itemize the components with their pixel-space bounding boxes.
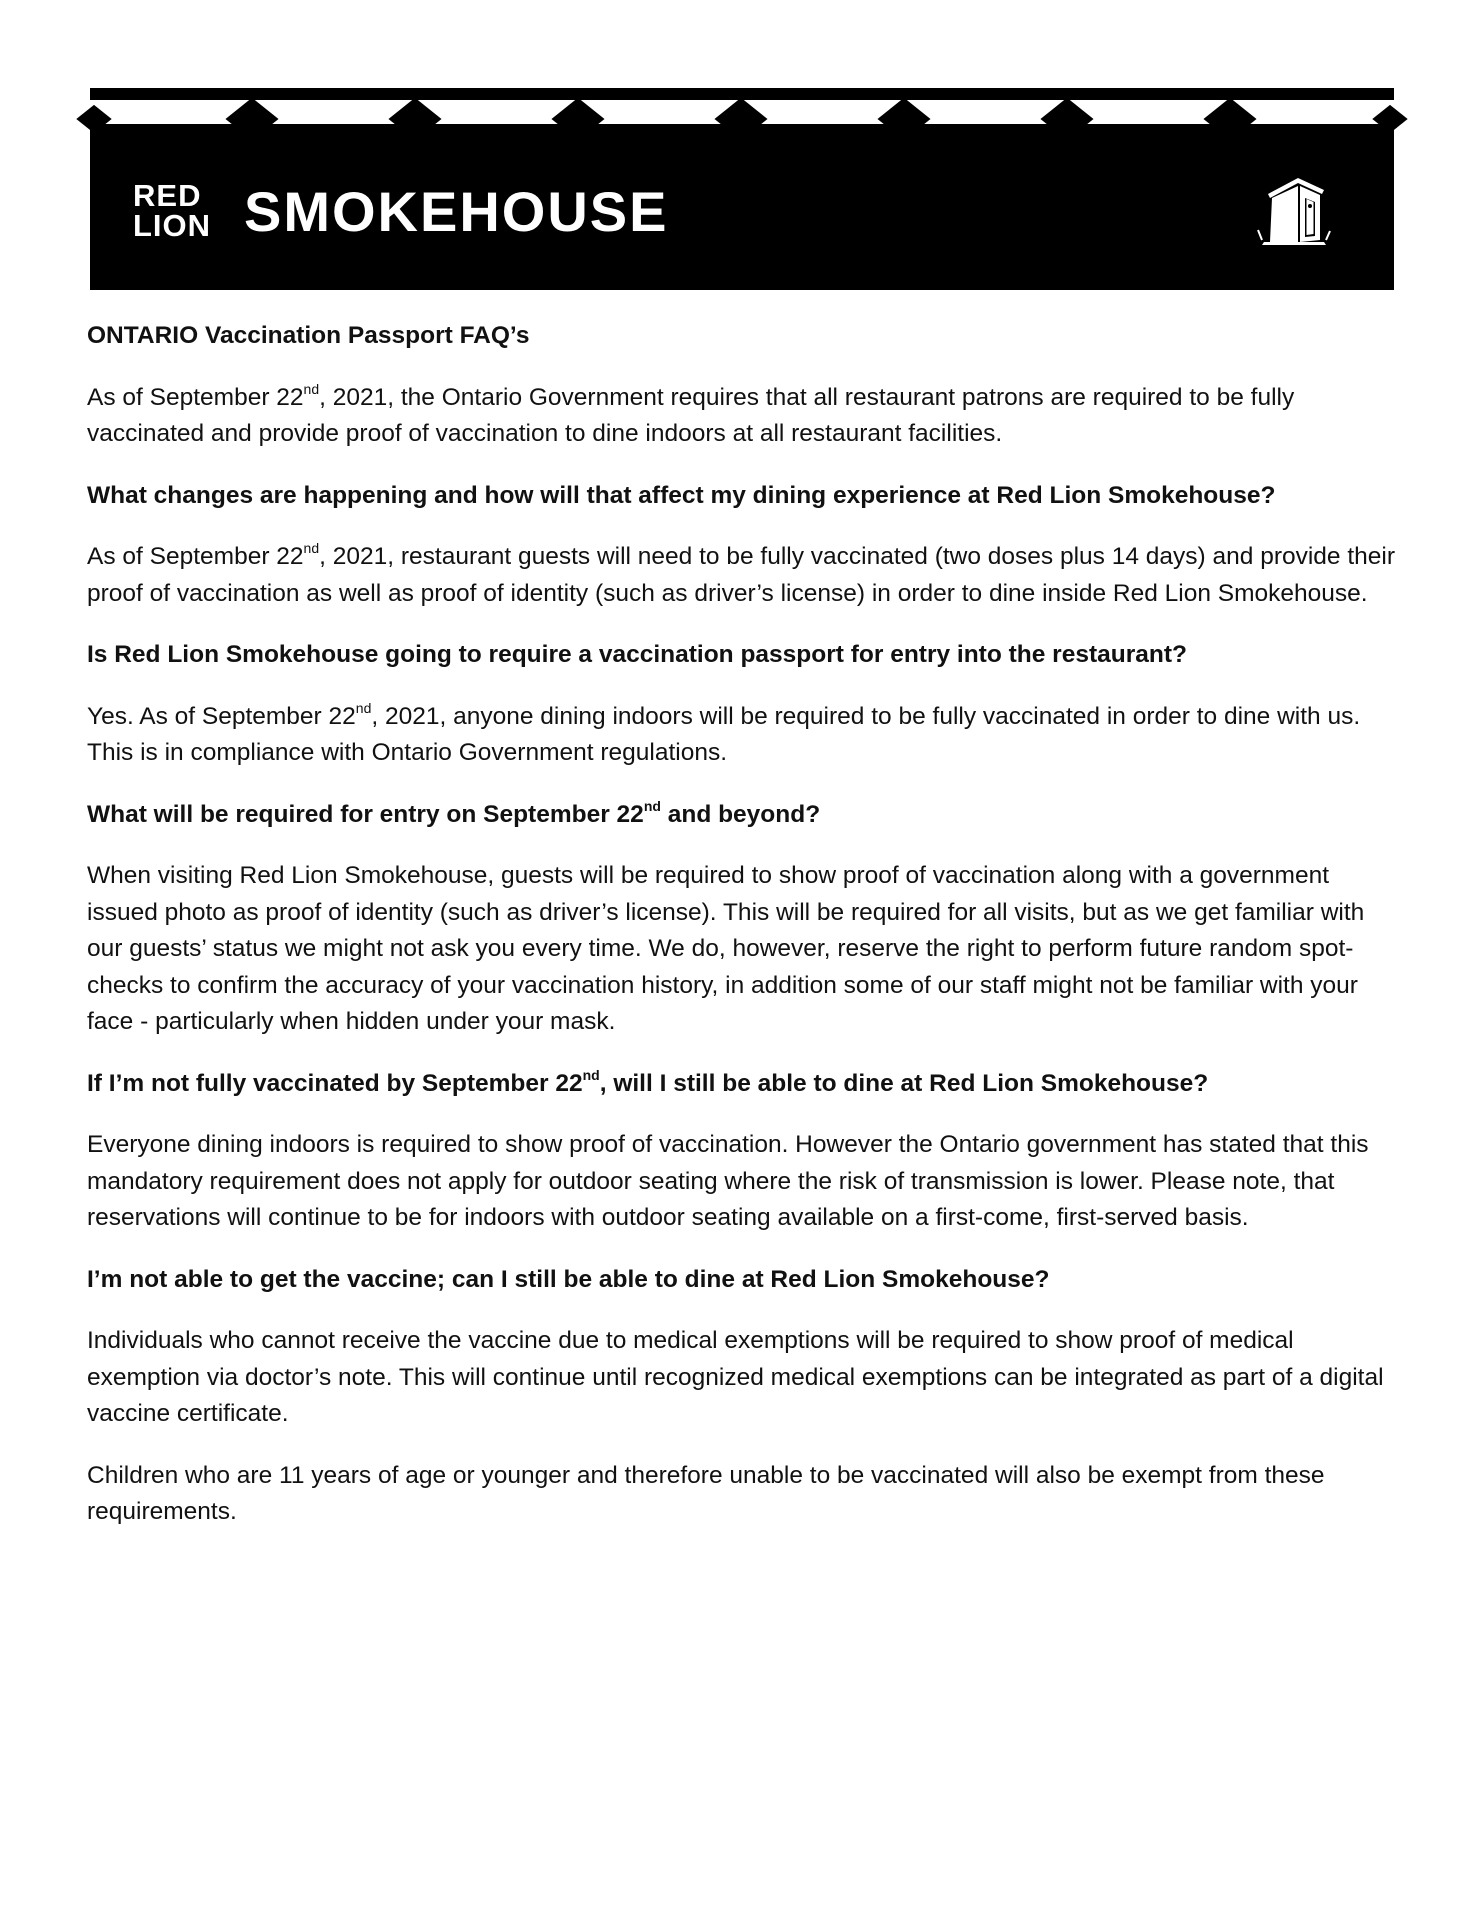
faq-answer: Everyone dining indoors is required to show proof of vaccination. However the Ontario government has stated that this mandatory requirement does not apply for outdoor seating where the risk of transmission is lower. Please note, that reservations will continue to be for indoors with outdoor seating available on a first-come, first-served basis. [87, 1131, 1369, 1231]
faq-question: I’m not able to get the vaccine; can I still be able to dine at Red Lion Smokehouse? [87, 1265, 1050, 1293]
logo-top-word: RED [133, 178, 202, 213]
text-run: , 2021, the Ontario Government requires that all restaurant patrons are required to be fully vaccinated and provide proof of vaccination to dine indoors at all restaurant facilities. [87, 383, 1295, 447]
text-run: Yes. As of September 22 [87, 702, 356, 730]
header-banner [90, 88, 1394, 290]
faq-document [87, 318, 1397, 1556]
ordinal-suffix: nd [355, 699, 372, 716]
ordinal-suffix: nd [303, 540, 320, 556]
text-run: What will be required for entry on September 22 [87, 800, 644, 828]
faq-question: Is Red Lion Smokehouse going to require a vaccination passport for entry into the restaurant? [87, 641, 1187, 668]
text-run: If I’m not fully vaccinated by September 22 [87, 1069, 583, 1097]
ordinal-suffix: nd [303, 380, 320, 397]
intro-paragraph [87, 380, 1397, 453]
logo-bottom-word: LION [133, 208, 212, 243]
page-title: ONTARIO Vaccination Passport FAQ’s [87, 322, 530, 349]
text-run: As of September 22 [87, 383, 304, 411]
brand-logo-mark [133, 178, 212, 243]
faq-answer: Individuals who cannot receive the vaccine due to medical exemptions will be required to show proof of medical exemption via doctor’s note. This will continue until recognized medical exemptions can be integrated as part of a digital vaccine certificate. [87, 1327, 1384, 1427]
ordinal-suffix: nd [643, 797, 661, 814]
text-run: and beyond? [660, 800, 821, 828]
faq-question [87, 797, 1397, 834]
outhouse-icon [1254, 168, 1334, 248]
faq-question: What changes are happening and how will that affect my dining experience at Red Lion Smokehouse? [87, 481, 1276, 509]
faq-answer: Children who are 11 years of age or younger and therefore unable to be vaccinated will also be exempt from these requirements. [87, 1461, 1325, 1525]
text-run: , will I still be able to dine at Red Lion Smokehouse? [599, 1069, 1209, 1097]
brand-logo-wordmark: SMOKEHOUSE [244, 180, 669, 243]
faq-answer [87, 539, 1397, 612]
text-run: As of September 22 [87, 543, 304, 570]
faq-answer [87, 699, 1397, 772]
text-run: , 2021, anyone dining indoors will be required to be fully vaccinated in order to dine with us. This is in compliance with Ontario Government regulations. [87, 702, 1361, 766]
faq-answer: When visiting Red Lion Smokehouse, guests will be required to show proof of vaccination along with a government issued photo as proof of identity (such as driver’s license). This will be required for all visits, but as we get familiar with our guests’ status we might not ask you every time. We do, however, reserve the right to perform future random spot-checks to confirm the accuracy of your vaccination history, in addition some of our staff might not be familiar with your face - particularly when hidden under your mask. [87, 862, 1365, 1035]
faq-question [87, 1066, 1397, 1103]
ordinal-suffix: nd [582, 1066, 600, 1083]
text-run: , 2021, restaurant guests will need to be fully vaccinated (two doses plus 14 days) and provide their proof of vaccination as well as proof of identity (such as driver’s license) in order to dine inside Red Lion Smokehouse. [87, 543, 1396, 607]
